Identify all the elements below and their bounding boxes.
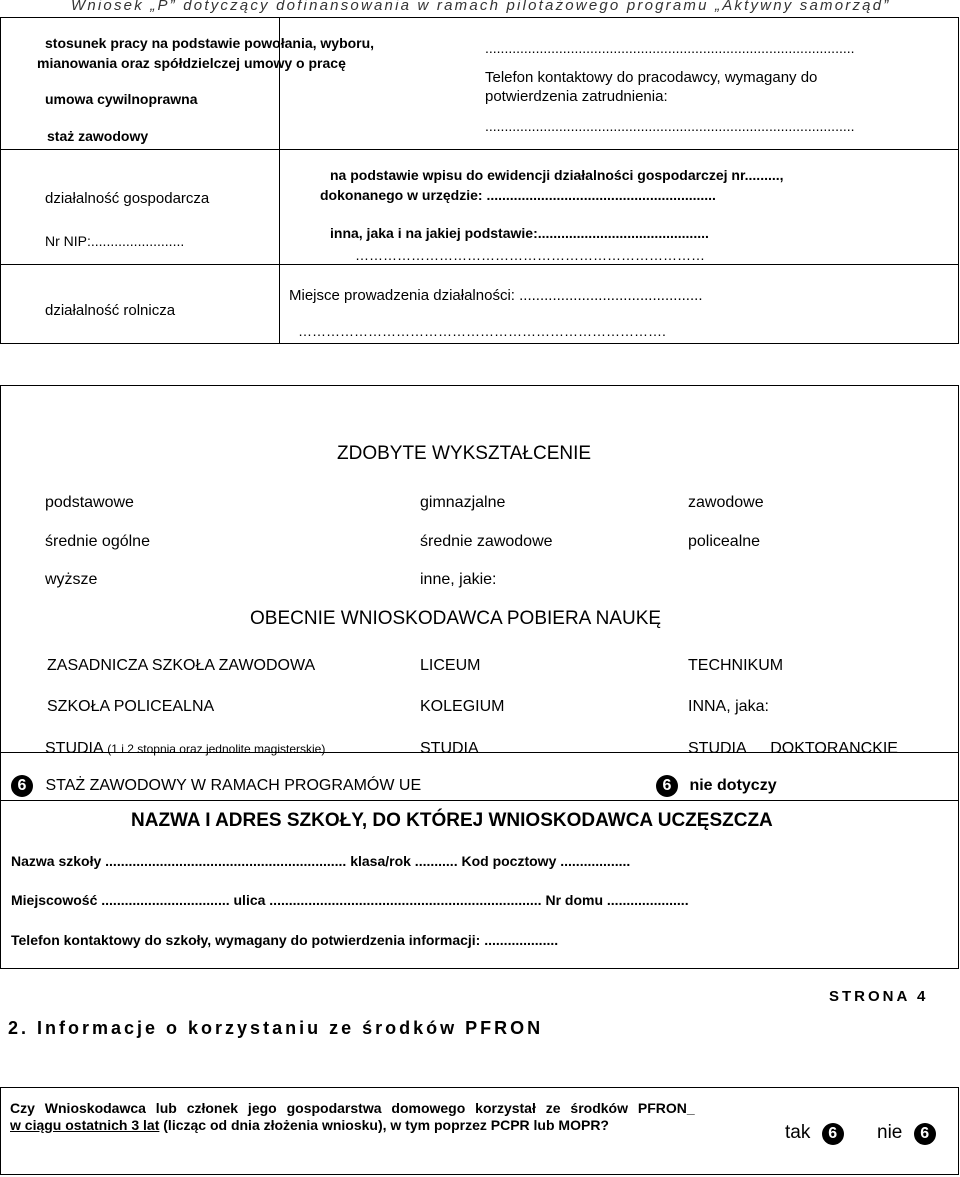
yes-label: tak bbox=[785, 1122, 811, 1143]
pfron-period-underlined: w ciągu ostatnich 3 lat bbox=[10, 1117, 160, 1133]
pfron-question-line-2 bbox=[10, 1117, 609, 1133]
doctoral-studies-label: STUDIA bbox=[688, 740, 746, 757]
edu-option-general-secondary[interactable]: średnie ogólne bbox=[45, 533, 150, 550]
registry-line-2[interactable]: dokonanego w urzędzie: ........................................................... bbox=[320, 187, 716, 203]
employer-phone-label-1: Telefon kontaktowy do pracodawcy, wymagany do bbox=[485, 69, 818, 86]
no-checkbox-icon[interactable]: 6 bbox=[914, 1123, 936, 1145]
current-option-college[interactable]: KOLEGIUM bbox=[420, 698, 505, 715]
current-education-heading: OBECNIE WNIOSKODAWCA POBIERA NAUKĘ bbox=[250, 608, 662, 629]
edu-option-post-secondary[interactable]: policealne bbox=[688, 533, 761, 550]
edu-option-higher[interactable]: wyższe bbox=[45, 571, 98, 588]
row-divider bbox=[0, 149, 959, 150]
doctoral-label: DOKTORANCKIE bbox=[770, 740, 898, 757]
pfron-question-rest: (licząc od dnia złożenia wniosku), w tym poprzez PCPR lub MOPR? bbox=[159, 1117, 609, 1133]
current-option-other[interactable]: INNA, jaka: bbox=[688, 698, 769, 715]
pfron-question-line-1: Czy Wnioskodawca lub członek jego gospodarstwa domowego korzystał ze środków PFRON_ bbox=[10, 1100, 695, 1116]
row-divider bbox=[0, 264, 959, 265]
other-basis-field[interactable]: inna, jaka i na jakiej podstawie:............................................ bbox=[330, 225, 709, 241]
pfron-no-option[interactable] bbox=[877, 1122, 936, 1145]
edu-option-gymnasium[interactable]: gimnazjalne bbox=[420, 494, 506, 511]
nip-field[interactable]: Nr NIP:........................ bbox=[45, 233, 185, 249]
employer-phone-field[interactable]: ............................................................................................... bbox=[485, 118, 855, 134]
studies-note: (1 i 2 stopnia oraz jednolite magisterskie) bbox=[107, 742, 326, 756]
current-option-technical[interactable]: TECHNIKUM bbox=[688, 657, 784, 674]
current-option-basic-vocational[interactable]: ZASADNICZA SZKOŁA ZAWODOWA bbox=[47, 657, 316, 674]
internship-eu-option[interactable] bbox=[11, 775, 421, 797]
checkbox-icon[interactable]: 6 bbox=[11, 775, 33, 797]
registry-line-1[interactable]: na podstawie wpisu do ewidencji działalności gospodarczej nr........., bbox=[330, 167, 784, 183]
edu-option-primary[interactable]: podstawowe bbox=[45, 494, 134, 511]
business-activity-option[interactable]: działalność gospodarcza bbox=[45, 190, 210, 207]
education-box bbox=[0, 385, 959, 969]
edu-option-other[interactable]: inne, jakie: bbox=[420, 571, 497, 588]
edu-option-vocational[interactable]: zawodowe bbox=[688, 494, 764, 511]
current-option-post-secondary[interactable]: SZKOŁA POLICEALNA bbox=[47, 698, 215, 715]
employer-dots-top: ............................................................................................... bbox=[485, 40, 855, 56]
pfron-yes-option[interactable] bbox=[785, 1122, 844, 1145]
school-phone-line[interactable]: Telefon kontaktowy do szkoły, wymagany do potwierdzenia informacji: ................... bbox=[11, 932, 559, 948]
not-applicable-option[interactable] bbox=[656, 775, 777, 797]
education-heading: ZDOBYTE WYKSZTAŁCENIE bbox=[337, 443, 592, 464]
employment-option-internship[interactable]: staż zawodowy bbox=[47, 128, 149, 144]
section-divider bbox=[0, 800, 959, 801]
current-option-studies-2[interactable]: STUDIA bbox=[420, 740, 479, 757]
internship-eu-label: STAŻ ZAWODOWY W RAMACH PROGRAMÓW UE bbox=[45, 777, 422, 794]
school-heading: NAZWA I ADRES SZKOŁY, DO KTÓREJ WNIOSKODAWCA UCZĘSZCZA bbox=[131, 810, 773, 831]
employment-option-civil-contract[interactable]: umowa cywilnoprawna bbox=[45, 91, 198, 107]
school-name-line[interactable]: Nazwa szkoły .............................................................. klasa/rok ........... Kod pocztowy .................. bbox=[11, 853, 631, 869]
farming-activity-option[interactable]: działalność rolnicza bbox=[45, 302, 176, 319]
current-option-studies[interactable] bbox=[45, 740, 325, 758]
document-header: Wniosek „P” dotyczący dofinansowania w ramach pilotażowego programu „Aktywny samorząd” bbox=[71, 0, 891, 14]
employer-phone-label-2: potwierdzenia zatrudnienia: bbox=[485, 88, 668, 105]
employment-option-appointment-1[interactable]: stosunek pracy na podstawie powołania, wyboru, bbox=[45, 35, 375, 51]
checkbox-icon[interactable]: 6 bbox=[656, 775, 678, 797]
pfron-section-title: 2. Informacje o korzystaniu ze środków PFRON bbox=[8, 1018, 544, 1038]
farm-location-field[interactable]: Miejsce prowadzenia działalności: ............................................ bbox=[289, 287, 703, 304]
yes-checkbox-icon[interactable]: 6 bbox=[822, 1123, 844, 1145]
farm-location-dots: ……………………………………………………………………. bbox=[298, 323, 666, 339]
other-basis-dots: ………………………………………………………………… bbox=[355, 247, 705, 263]
current-option-high-school[interactable]: LICEUM bbox=[420, 657, 481, 674]
current-option-doctoral[interactable] bbox=[688, 740, 898, 758]
no-label: nie bbox=[877, 1122, 903, 1143]
not-applicable-label: nie dotyczy bbox=[689, 777, 777, 794]
studies-label: STUDIA bbox=[45, 740, 103, 757]
page-label: STRONA 4 bbox=[829, 988, 929, 1005]
employment-option-appointment-2: mianowania oraz spółdzielczej umowy o pracę bbox=[37, 55, 346, 71]
school-address-line[interactable]: Miejscowość ................................. ulica ...................................................................... Nr domu ..................... bbox=[11, 892, 689, 908]
edu-option-vocational-secondary[interactable]: średnie zawodowe bbox=[420, 533, 553, 550]
